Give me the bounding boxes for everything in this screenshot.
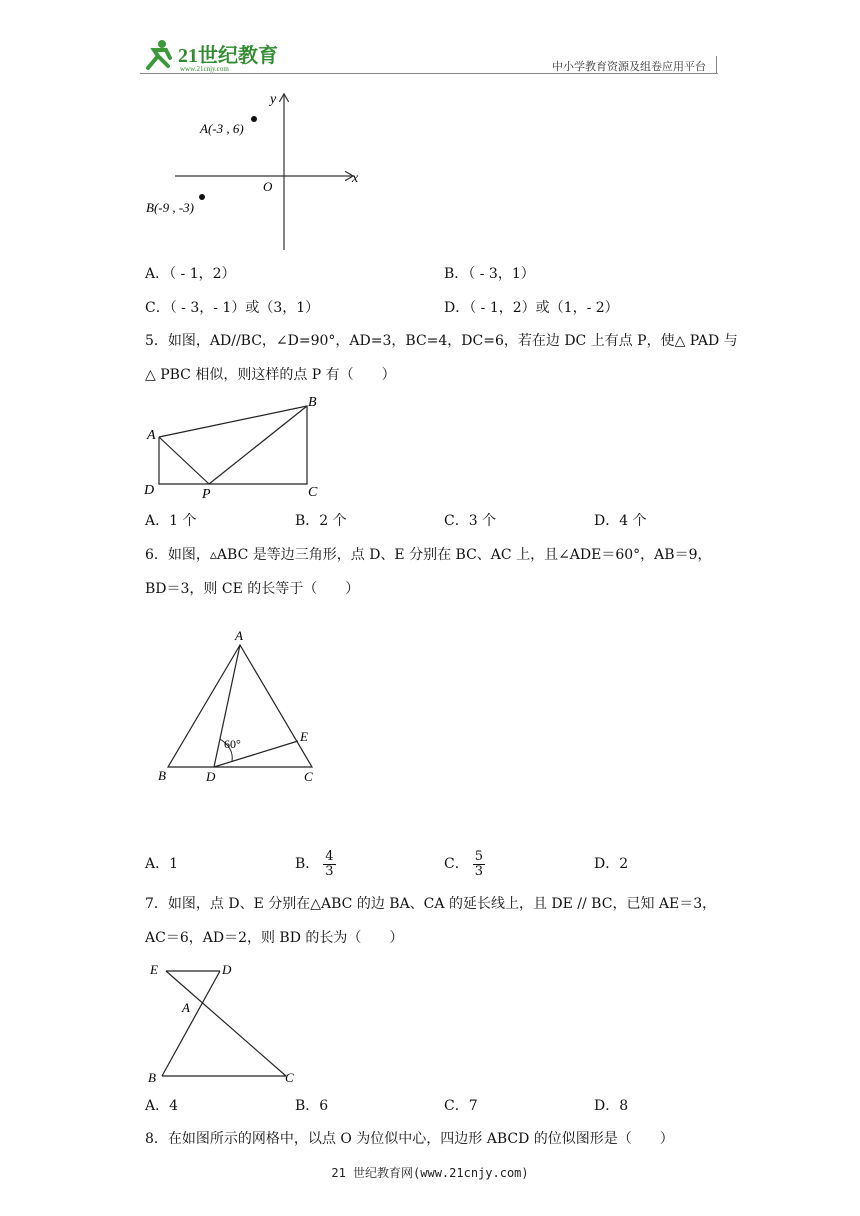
q7-label-b: B <box>148 1070 156 1085</box>
q4-option-b: B．（ - 3，1） <box>444 266 535 282</box>
q6-question-line1: 6．如图，▵ABC 是等边三角形，点 D、E 分别在 BC、AC 上，且∠ADE＝60°，AB＝9， <box>145 547 712 563</box>
q5-label-p: P <box>202 487 211 502</box>
point-b <box>199 194 205 200</box>
logo-wordmark: 21世纪教育 <box>178 45 278 67</box>
header-divider-tick <box>716 56 717 74</box>
q4-coordinate-figure <box>140 85 370 255</box>
runner-icon <box>148 40 170 68</box>
q6-question-line2: BD＝3，则 CE 的长等于（ ） <box>145 581 360 597</box>
q8-question-line1: 8．在如图所示的网格中，以点 O 为位似中心，四边形 ABCD 的位似图形是（ ） <box>145 1131 674 1147</box>
q6-label-a: A <box>235 628 243 643</box>
header-platform-text: 中小学教育资源及组卷应用平台 <box>552 60 706 73</box>
point-b-label: B(-9 , -3) <box>146 200 195 215</box>
q6-figure <box>150 620 330 790</box>
origin-label: O <box>263 179 273 194</box>
q5-option-d: D．4 个 <box>594 513 647 529</box>
q5-label-c: C <box>308 485 318 500</box>
q5-option-a: A．1 个 <box>145 513 197 529</box>
q7-option-c: C．7 <box>444 1098 478 1114</box>
q7-option-b: B．6 <box>295 1098 329 1114</box>
q6-option-a: A．1 <box>145 856 179 872</box>
q7-option-a: A．4 <box>145 1098 179 1114</box>
q7-label-e: E <box>150 962 158 977</box>
q5-option-c: C．3 个 <box>444 513 497 529</box>
q6-label-d: D <box>206 769 216 784</box>
y-axis-label: y <box>270 92 277 107</box>
q5-option-b: B．2 个 <box>295 513 347 529</box>
q6-angle-label: 60° <box>224 737 241 751</box>
page-footer: 21 世纪教育网(www.21cnjy.com) <box>331 1166 529 1180</box>
q6-label-b: B <box>158 768 166 783</box>
q7-question-line1: 7．如图，点 D、E 分别在△ABC 的边 BA、CA 的延长线上，且 DE // BC，已知 AE＝3， <box>145 896 717 912</box>
site-logo <box>140 38 290 74</box>
q6-option-c: C． $\frac{5}{3}$ <box>444 848 483 879</box>
q5-label-b: B <box>308 395 317 410</box>
q6-label-e: E <box>300 729 308 744</box>
q4-option-c: C．（ - 3，- 1）或（3，1） <box>145 300 320 316</box>
q5-label-a: A <box>147 428 156 443</box>
q7-question-line2: AC＝6，AD＝2，则 BD 的长为（ ） <box>145 930 404 946</box>
x-axis-label: x <box>352 171 359 186</box>
q5-question-line2: △ PBC 相似，则这样的点 P 有（ ） <box>145 367 396 383</box>
q6-label-c: C <box>304 769 313 784</box>
q7-label-a: A <box>182 1000 190 1015</box>
q7-option-d: D．8 <box>594 1098 629 1114</box>
q5-label-d: D <box>144 483 155 498</box>
logo-url: www.21cnjy.com <box>180 65 229 73</box>
q4-option-a: A．（ - 1，2） <box>145 266 236 282</box>
q5-figure <box>140 390 340 505</box>
q7-label-c: C <box>285 1070 294 1085</box>
q4-option-d: D．（ - 1，2）或（1，- 2） <box>444 300 619 316</box>
q5-question-line1: 5．如图，AD//BC，∠D=90°，AD=3，BC=4，DC=6，若在边 DC 上有点 P，使△ PAD 与 <box>145 333 738 349</box>
point-a <box>251 116 257 122</box>
q7-figure <box>140 955 310 1090</box>
q6-option-d: D．2 <box>594 856 629 872</box>
header-divider <box>140 73 718 74</box>
point-a-label: A(-3 , 6) <box>200 121 244 136</box>
q6-option-b: B． $\frac{4}{3}$ <box>295 848 334 879</box>
q7-label-d: D <box>222 962 232 977</box>
